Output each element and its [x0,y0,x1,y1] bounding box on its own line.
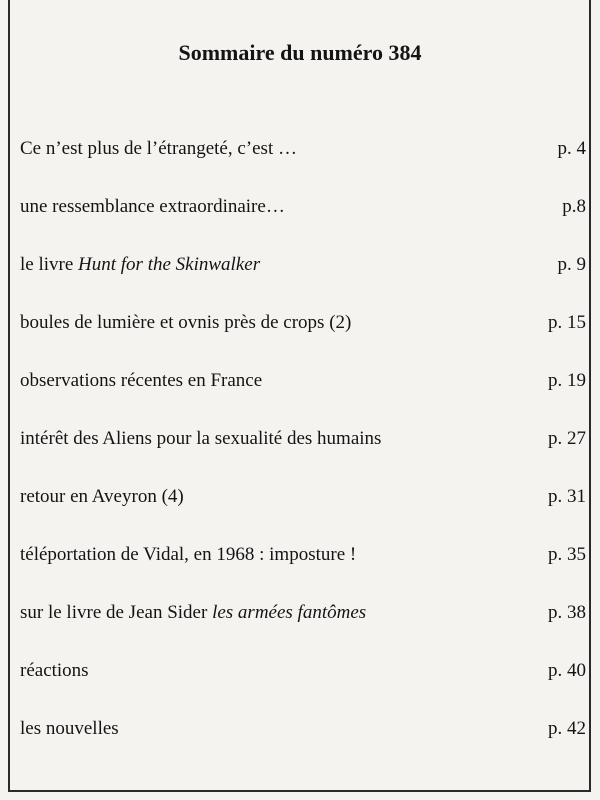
toc-entry-title: sur le livre de Jean Sider les armées fantômes [20,602,367,623]
toc-entry [20,294,586,352]
toc-entry-page: p. 27 [548,428,586,449]
toc-entry-page: p. 4 [557,138,586,159]
toc-entry [20,468,586,526]
toc-entry-page: p. 38 [548,602,586,623]
toc-entry [20,352,586,410]
toc-entry-page: p. 15 [548,312,586,333]
toc-entry-title: téléportation de Vidal, en 1968 : imposture ! [20,544,357,565]
toc-entry-page: p. 31 [548,486,586,507]
toc-entry-page: p. 42 [548,718,586,739]
toc-entry-title: le livre Hunt for the Skinwalker [20,254,261,275]
toc-entry-page: p. 9 [557,254,586,275]
toc-entry [20,526,586,584]
toc-entry-title: boules de lumière et ovnis près de crops (2) [20,312,352,333]
toc-entry-title: Ce n’est plus de l’étrangeté, c’est … [20,138,297,159]
toc-entry-page: p. 40 [548,660,586,681]
toc-entry [20,700,586,758]
toc-entry [20,178,586,236]
toc-entry-page: p.8 [562,196,586,217]
toc-entry-title: retour en Aveyron (4) [20,486,184,507]
toc-entry-page: p. 19 [548,370,586,391]
toc-entry [20,410,586,468]
toc-entry [20,584,586,642]
toc-entry-page: p. 35 [548,544,586,565]
toc-entry-title: observations récentes en France [20,370,263,391]
table-of-contents [20,120,586,758]
page-title: Sommaire du numéro 384 [178,40,422,65]
toc-entry-title: une ressemblance extraordinaire… [20,196,285,217]
toc-entry [20,642,586,700]
toc-entry-title: intérêt des Aliens pour la sexualité des humains [20,428,382,449]
toc-entry-title: réactions [20,660,89,681]
toc-entry-title: les nouvelles [20,718,119,739]
toc-entry [20,120,586,178]
toc-entry [20,236,586,294]
